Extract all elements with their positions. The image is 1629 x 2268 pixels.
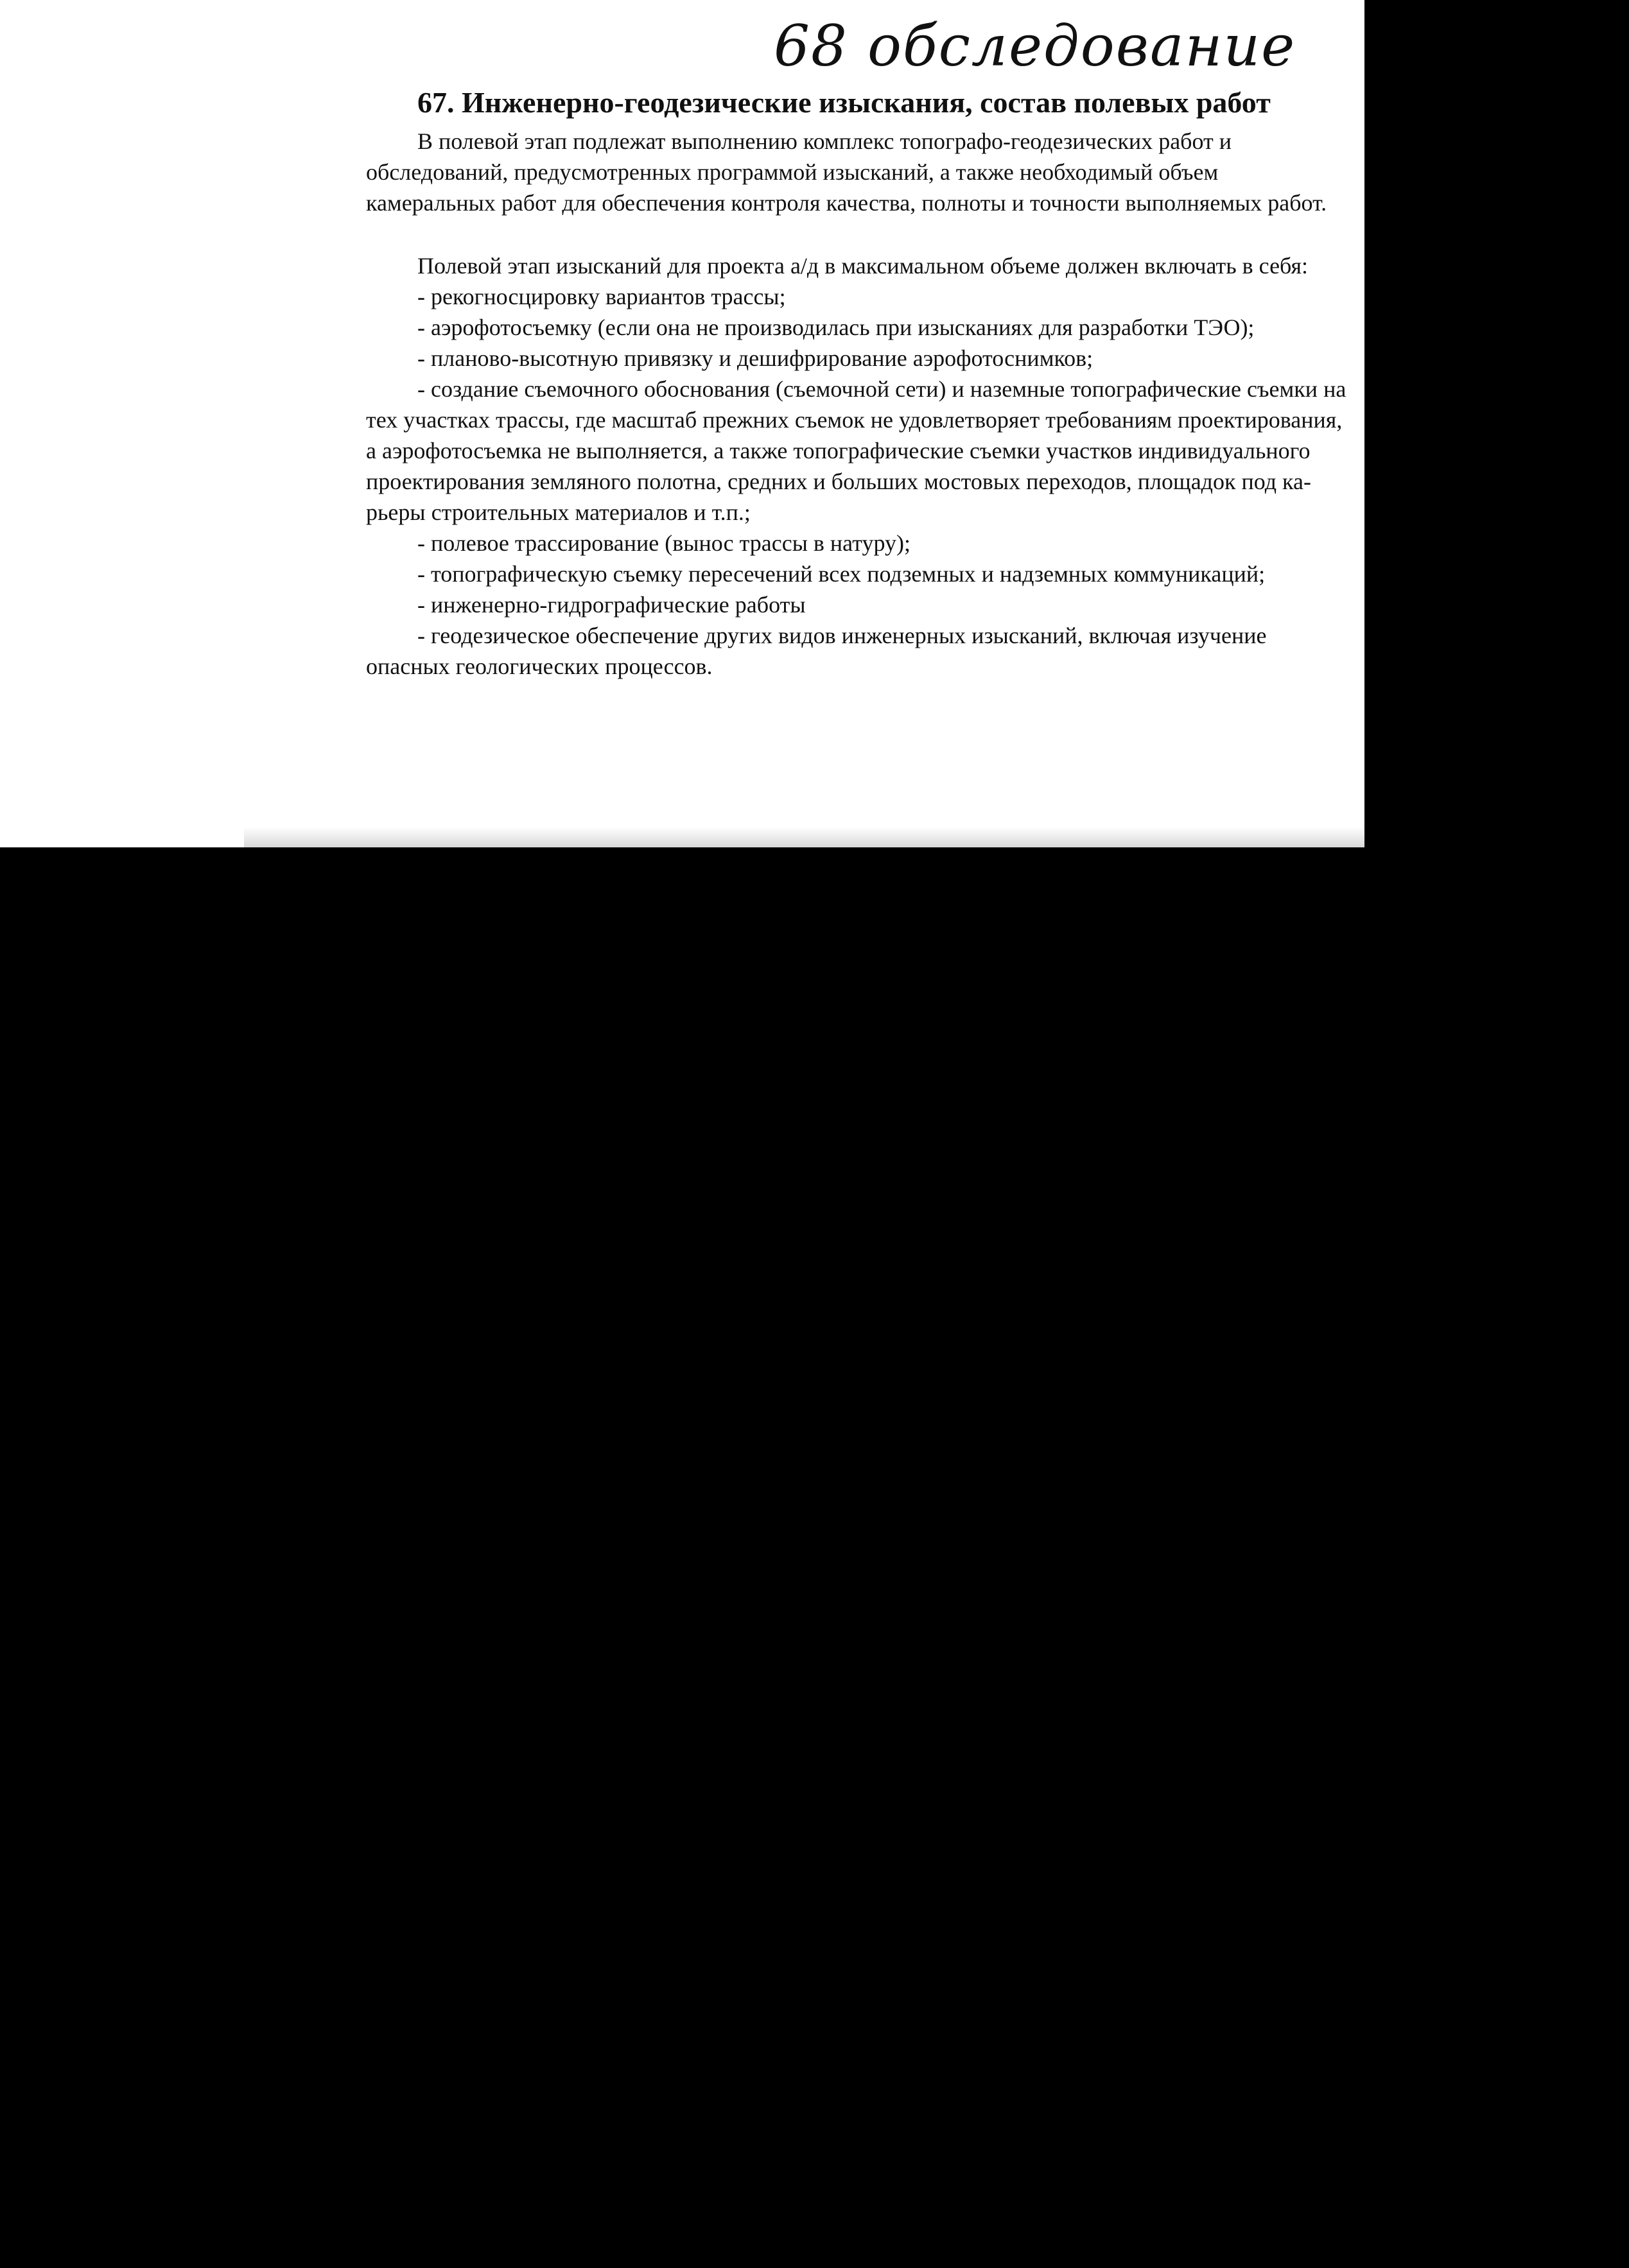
section-title: 67. Инженерно-геодезические изыскания, состав полевых работ: [417, 86, 1271, 119]
intro-paragraph: В полевой этап подлежат выполнению комплекс топографо-геодезических работ и обследований, предусмотренных программой изысканий, а также необходимый объем камеральных работ для обеспечения контроля качества, полноты и точности выполняемых работ.: [366, 128, 1327, 216]
list-item: - рекогносцировку вариантов трассы;: [417, 284, 786, 309]
list-item: - планово-высотную привязку и дешифрирование аэрофотоснимков;: [417, 345, 1093, 371]
list-item: - инженерно-гидрографические работы: [417, 592, 806, 618]
lead-paragraph: Полевой этап изысканий для проекта а/д в максимальном объеме должен включать в себя:: [417, 253, 1309, 279]
list-item: - аэрофотосъемку (если она не производилась при изысканиях для разработки ТЭО);: [417, 315, 1255, 340]
paragraph-gap: [366, 218, 1348, 250]
handwritten-annotation: 68 обследование: [774, 13, 1296, 79]
list-item: - полевое трассирование (вынос трассы в натуру);: [417, 530, 910, 556]
field-works-list: [366, 281, 1348, 682]
list-item: - создание съемочного обоснования (съемочной сети) и наземные топографические съемки на тех участках трассы, где масштаб прежних съемок не удовлетворяет требованиям проектирования, а аэрофотосъемка не выполняется, а также топографические съемки участков индивидуального проектирования земляного полотна, средних и больших мостовых переходов, площадок под ка-рьеры строительных материалов и т.п.;: [366, 376, 1346, 525]
document-body: [366, 83, 1348, 682]
page-margin: [0, 0, 244, 847]
list-item: - геодезическое обеспечение других видов инженерных изысканий, включая изучение опасных геологических процессов.: [366, 623, 1267, 679]
list-item: - топографическую съемку пересечений всех подземных и надземных коммуникаций;: [417, 561, 1266, 587]
